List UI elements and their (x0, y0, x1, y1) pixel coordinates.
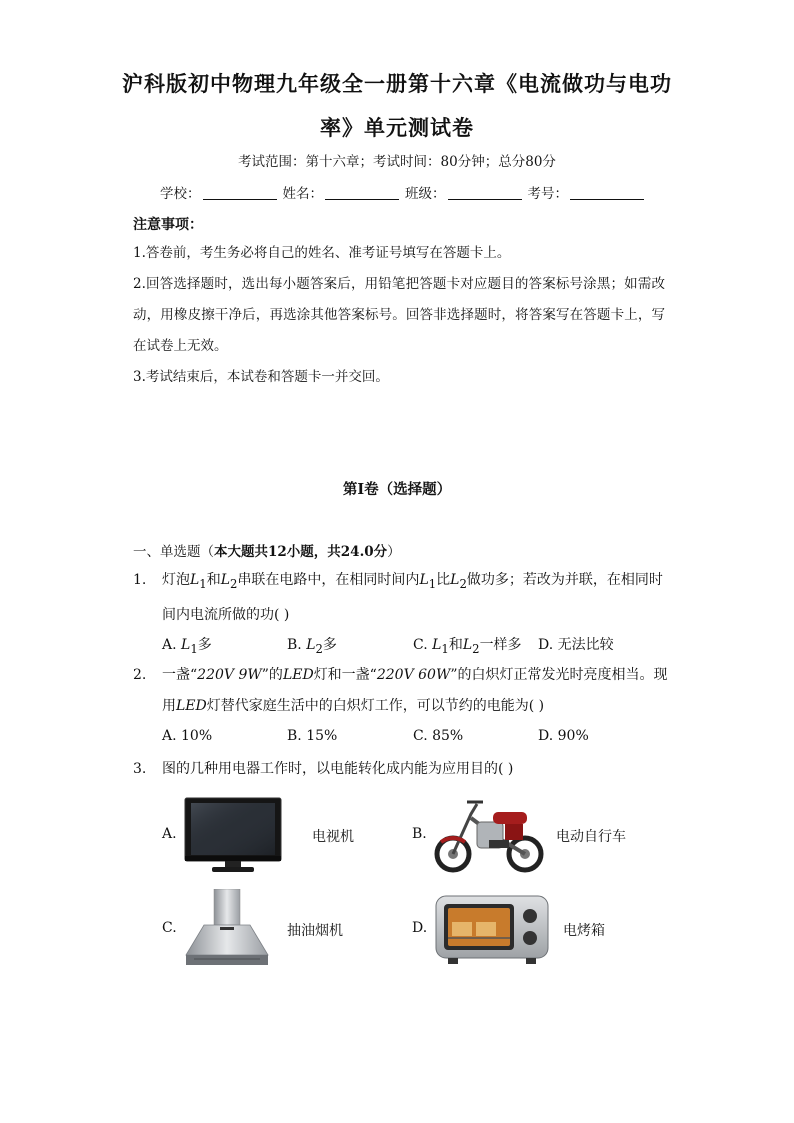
q1-option-b[interactable]: B. $L_2$多 (287, 637, 337, 656)
question-number: 1. (133, 572, 147, 588)
notes-heading: 注意事项： (133, 217, 203, 233)
q3-option-b-letter[interactable]: B. (412, 826, 427, 842)
q1-option-c[interactable]: C. $L_1$和$L_2$一样多 (413, 637, 522, 656)
exam-scope: 考试范围：第十六章；考试时间：80分钟；总分80分 (238, 154, 556, 170)
q3-option-c-letter[interactable]: C. (162, 920, 177, 936)
question-1 (0, 565, 794, 635)
question-3 (0, 754, 794, 785)
q1-option-d[interactable]: D. 无法比较 (538, 637, 614, 653)
q3-option-a-label: 电视机 (312, 829, 354, 845)
name-blank[interactable] (325, 199, 399, 200)
school-label: 学校： (160, 186, 201, 202)
class-blank[interactable] (448, 199, 522, 200)
q3-option-d-letter[interactable]: D. (412, 920, 428, 936)
part-title: 第I卷（选择题） (342, 481, 452, 498)
question-text: 灯泡$L_1$和$L_2$串联在电路中，在相同时间内$L_1$比$L_2$做功多；若改为并联，在相同时间内电流所做的功( ) (162, 572, 663, 623)
range-hood-icon (184, 889, 270, 969)
name-label: 姓名： (282, 186, 323, 202)
section-heading: 一、单选题（本大题共12小题，共24.0分） (133, 544, 401, 560)
question-2 (0, 660, 794, 730)
question-number: 2. (133, 667, 147, 683)
q2-option-b[interactable]: B. 15% (287, 728, 338, 744)
q3-option-a-letter[interactable]: A. (162, 826, 177, 842)
class-label: 班级： (405, 186, 446, 202)
note-2: 2.回答选择题时，选出每小题答案后，用铅笔把答题卡对应题目的答案标号涂黑；如需改动，用橡皮擦干净后，再选涂其他答案标号。回答非选择题时，将答案写在答题卡上，写在试卷上无效。 (133, 276, 665, 354)
q3-option-c-label: 抽油烟机 (287, 923, 343, 939)
student-info-fields (160, 182, 650, 202)
q2-option-d[interactable]: D. 90% (538, 728, 589, 744)
exam-title-line1: 沪科版初中物理九年级全一册第十六章《电流做功与电功 (122, 71, 672, 96)
q3-option-b-label: 电动自行车 (556, 829, 626, 845)
exam-number-blank[interactable] (570, 199, 644, 200)
toaster-oven-icon (434, 892, 550, 966)
q2-option-c[interactable]: C. 85% (413, 728, 464, 744)
exam-number-label: 考号： (527, 186, 568, 202)
electric-bike-icon (433, 796, 545, 874)
school-blank[interactable] (203, 199, 277, 200)
q1-option-a[interactable]: A. $L_1$多 (162, 637, 212, 656)
question-text: 图的几种用电器工作时，以电能转化成内能为应用目的( ) (162, 761, 514, 777)
q3-option-d-label: 电烤箱 (563, 923, 605, 939)
q2-option-a[interactable]: A. 10% (162, 728, 213, 744)
note-3: 3.考试结束后，本试卷和答题卡一并交回。 (133, 369, 389, 385)
question-number: 3. (133, 761, 147, 777)
question-text: 一盏“220V 9W”的LED灯和一盏“220V 60W”的白炽灯正常发光时亮度相当。现用LED灯替代家庭生活中的白炽灯工作，可以节约的电能为( ) (162, 667, 668, 714)
tv-icon (184, 797, 282, 874)
note-1: 1.答卷前，考生务必将自己的姓名、准考证号填写在答题卡上。 (133, 245, 511, 261)
exam-title-line2: 率》单元测试卷 (320, 115, 474, 140)
